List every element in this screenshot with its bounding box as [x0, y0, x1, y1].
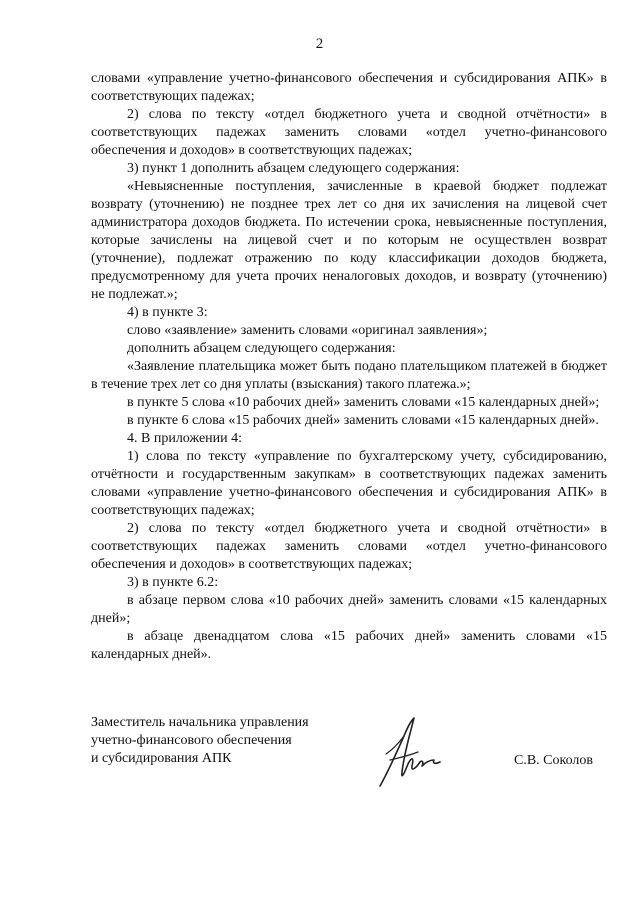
paragraph: 2) слова по тексту «отдел бюджетного учета и сводной отчётности» в соответствующих падежах заменить словами «отдел учетно-финансового обеспечения и доходов» в соответствующих падежах; — [91, 521, 607, 572]
paragraph: «Заявление плательщика может быть подано плательщиком платежей в бюджет в течение трех лет со дня уплаты (взыскания) такого платежа.»; — [91, 359, 607, 392]
paragraph: в абзаце первом слова «10 рабочих дней» заменить словами «15 календарных дней»; — [91, 593, 607, 626]
paragraph: слово «заявление» заменить словами «оригинал заявления»; — [127, 323, 488, 338]
paragraph: 2) слова по тексту «отдел бюджетного учета и сводной отчётности» в соответствующих падежах заменить словами «отдел учетно-финансового обеспечения и доходов» в соответствующих падежах; — [91, 107, 607, 158]
document-body — [91, 70, 607, 664]
paragraph: дополнить абзацем следующего содержания: — [127, 341, 396, 356]
signatory-name: С.В. Соколов — [514, 753, 594, 768]
handwritten-signature — [374, 714, 444, 794]
signatory-title-line: Заместитель начальника управления — [91, 715, 309, 730]
paragraph: «Невыясненные поступления, зачисленные в краевой бюджет подлежат возврату (уточнению) не позднее трех лет со дня их зачисления на лицевой счет администратора доходов бюджета. По истечении срока, невыясненные поступления, которые зачислены на лицевой счет и по которым не осуществлен возврат (уточнение), подлежат отражению по коду классификации доходов бюджета, предусмотренному для учета прочих неналоговых доходов, и возврату (уточнению) не подлежат.»; — [91, 179, 607, 302]
paragraph: в абзаце двенадцатом слова «15 рабочих дней» заменить словами «15 календарных дней». — [91, 629, 607, 662]
signatory-title-line: и субсидирования АПК — [91, 751, 232, 766]
paragraph: 4. В приложении 4: — [127, 431, 243, 446]
signature-block — [91, 714, 607, 794]
signatory-title-line: учетно-финансового обеспечения — [91, 733, 292, 748]
paragraph: в пункте 5 слова «10 рабочих дней» заменить словами «15 календарных дней»; — [127, 395, 600, 410]
paragraph: словами «управление учетно-финансового обеспечения и субсидирования АПК» в соответствующих падежах; — [91, 71, 607, 104]
paragraph: 1) слова по тексту «управление по бухгалтерскому учету, субсидированию, отчётности и государственным закупкам» в соответствующих падежах заменить словами «управление учетно-финансового обеспечения и субсидирования АПК» в соответствующих падежах; — [91, 449, 607, 518]
page-number: 2 — [315, 36, 324, 52]
paragraph: 3) в пункте 6.2: — [127, 575, 219, 590]
paragraph: 4) в пункте 3: — [127, 305, 208, 320]
paragraph: в пункте 6 слова «15 рабочих дней» заменить словами «15 календарных дней». — [127, 413, 599, 428]
signatory-title — [91, 714, 351, 768]
paragraph: 3) пункт 1 дополнить абзацем следующего содержания: — [127, 161, 460, 176]
